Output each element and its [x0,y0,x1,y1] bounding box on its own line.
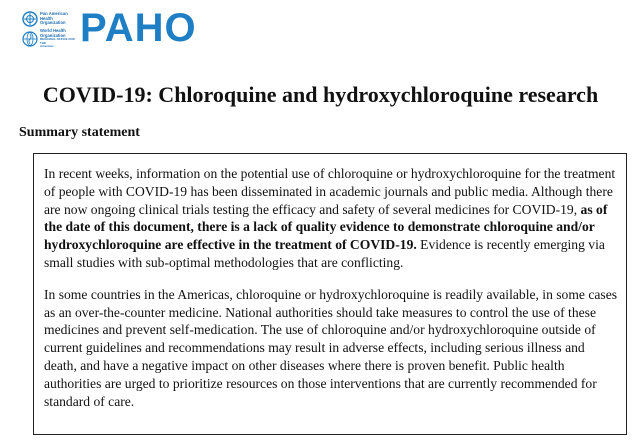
emblem-text-line: Pan American [40,11,68,17]
who-emblem-text [40,29,80,48]
paho-emblem-row [22,10,80,28]
emblem-text-line: Organization [40,20,66,26]
paragraph-text: Evidence is recently emerging via small studies with sub-optimal methodologies that are conflicting. [44,237,605,270]
summary-paragraph-2: In some countries in the Americas, chloroquine or hydroxychloroquine is readily available, in some cases as an over-the-counter medicine. National authorities should take measures to control the use of these medicines and prevent self-medication. The use of chloroquine and/or hydroxychloroquine outside of current guidelines and recommendations may result in adverse effects, including serious illness and death, and have a negative impact on other diseases where there is proven benefit. Public health authorities are urged to prioritize resources on those interventions that are currently recommended for standard of care. [44,286,618,409]
paho-header [22,8,242,50]
document-title: COVID-19: Chloroquine and hydroxychloroquine research [42,82,599,107]
summary-paragraph-1 [44,165,618,272]
emblem-text-line: Health [40,15,53,21]
who-emblem-row [22,30,80,48]
paho-logo-text: PAHO [80,6,197,50]
summary-statement-box [33,153,627,435]
paragraph-bold-text: as of the date of this document, there is a lack of quality evidence to demonstrate chloroquine and/or hydroxychloroquine are effective in the treatment of COVID-19. [44,201,608,253]
who-emblem-icon [22,31,38,47]
paho-emblem-icon [22,11,38,27]
emblem-text-line: Americas [40,44,54,49]
emblem-text-line: Organization [40,32,66,38]
paragraph-text: In recent weeks, information on the potential use of chloroquine or hydroxychloroquine for the treatment of people with COVID-19 has been disseminated in academic journals and public media. Although there are now ongoing clinical trials testing the efficacy and safety of several medicines for COVID-19, [44,166,616,217]
emblems [22,10,80,50]
paho-emblem-text [40,12,68,26]
section-heading: Summary statement [19,125,140,140]
emblem-text-line: World Health [40,28,66,34]
emblem-text-line: REGIONAL OFFICE FOR THE [40,37,75,45]
